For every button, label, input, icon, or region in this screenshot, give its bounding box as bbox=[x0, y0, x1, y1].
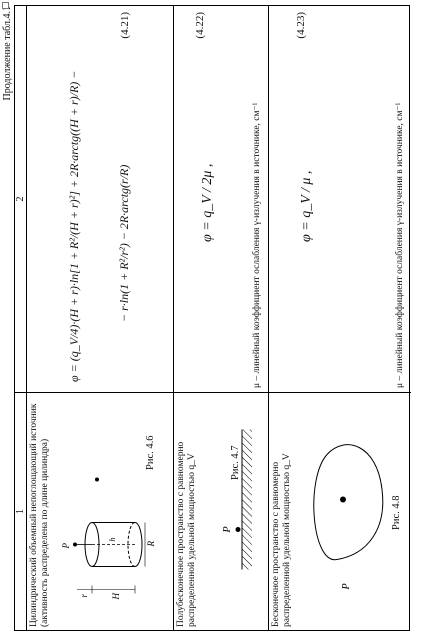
table-header-row bbox=[15, 6, 27, 630]
row-3-description-cell bbox=[269, 392, 411, 630]
page-corner-mark bbox=[2, 2, 9, 9]
formula-4-23: φ = q_V / μ , bbox=[299, 170, 314, 242]
formula-4-22: φ = q_V / 2μ , bbox=[200, 163, 215, 242]
fig-4-7-caption: Рис. 4.7 bbox=[230, 445, 241, 480]
equation-number-4-22: (4.22) bbox=[194, 12, 206, 39]
row-2-mu-note: μ – линейный коэффициент ослабления γ-излучения в источнике, см⁻¹ bbox=[252, 102, 262, 388]
fig-4-7-point-label: P bbox=[222, 526, 233, 533]
table-row bbox=[174, 6, 269, 630]
fig-4-6-point-label: P bbox=[61, 543, 71, 549]
fig-4-6-caption: Рис. 4.6 bbox=[145, 435, 156, 470]
row-1-description-cell bbox=[27, 392, 173, 630]
row-1-formula-cell bbox=[27, 6, 173, 392]
formula-4-21-line-2: − r·ln(1 + R²/r²) − 2R·arctg(r/R) bbox=[117, 164, 131, 322]
header-col-1: 1 bbox=[15, 392, 26, 630]
figure-4-8-infinite-space bbox=[297, 393, 397, 630]
table-row bbox=[269, 6, 411, 630]
fig-4-6-r-label: r bbox=[79, 593, 89, 598]
figure-4-7-half-space bbox=[202, 393, 264, 630]
row-2-formula-cell bbox=[174, 6, 268, 392]
fig-4-8-caption: Рис. 4.8 bbox=[391, 495, 402, 530]
fig-4-6-hsmall-label: h bbox=[108, 537, 117, 542]
equation-number-4-21: (4.21) bbox=[119, 12, 131, 39]
fig-4-8-point-label: P bbox=[341, 583, 352, 590]
header-col-2: 2 bbox=[15, 196, 26, 202]
figure-4-6-cylinder bbox=[57, 393, 157, 630]
row-2-description-cell bbox=[174, 392, 268, 630]
fig-4-6-h-label: H bbox=[111, 593, 121, 600]
formula-4-21-line-1: φ = (q_V/4)·(H + r)·ln[1 + R²/(H + r)²] + 2R·arctg((H + r)/R) − bbox=[67, 70, 81, 382]
table-continuation-caption: Продолжение табл.4.1 bbox=[2, 6, 13, 101]
row-1-description: Цилиндрический объемный непоглощающий источник (активность распределена по длине цилиндра) bbox=[29, 403, 50, 627]
row-2-description: Полубесконечное пространство с равномерно распределенной удельной мощностью q_V bbox=[176, 441, 197, 627]
equation-number-4-23: (4.23) bbox=[295, 12, 307, 39]
table-row bbox=[27, 6, 174, 630]
row-3-description: Бесконечное пространство с равномерно распределенной удельной мощностью q_V bbox=[271, 453, 292, 627]
row-3-formula-cell bbox=[269, 6, 411, 392]
row-3-mu-note: μ – линейный коэффициент ослабления γ-излучения в источнике, см⁻¹ bbox=[395, 102, 405, 388]
fig-4-6-r2-label: R bbox=[146, 541, 156, 547]
formula-table bbox=[14, 5, 410, 631]
